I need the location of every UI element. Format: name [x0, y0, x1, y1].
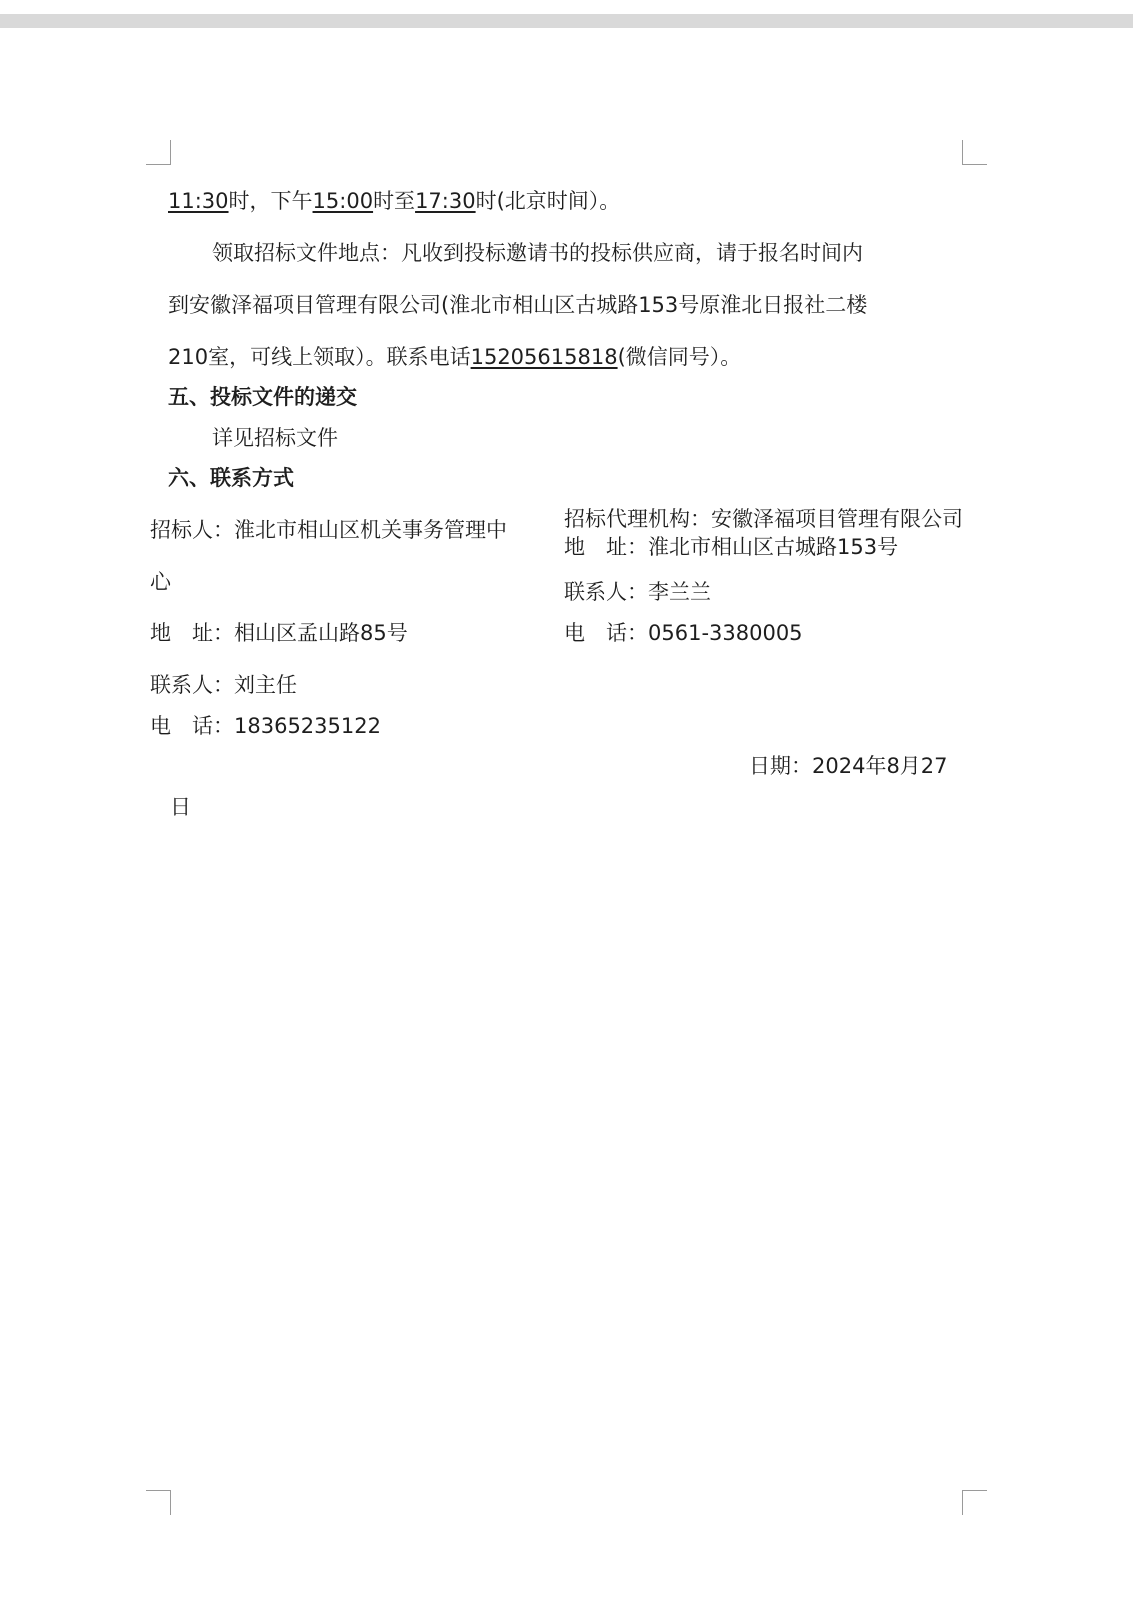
contact-phone: 15205615818 — [470, 345, 618, 369]
tenderer-phone: 电 话：18365235122 — [150, 714, 381, 738]
agency-contact: 联系人：李兰兰 — [564, 580, 711, 604]
location-line-3-tail: (微信同号）。 — [617, 345, 742, 369]
agency-address: 地 址：淮北市相山区古城路153号 — [564, 535, 899, 559]
page-corner-mark-bottom-right — [962, 1490, 987, 1515]
location-line-1: 领取招标文件地点：凡收到投标邀请书的投标供应商，请于报名时间内 — [212, 241, 863, 265]
time-start: 11:30 — [168, 189, 229, 213]
tenderer-name-line1: 招标人：淮北市相山区机关事务管理中 — [150, 518, 507, 542]
page-corner-mark-top-right — [962, 140, 987, 165]
page-corner-mark-bottom-left — [146, 1490, 171, 1515]
location-line-3 — [168, 342, 741, 372]
date-line1: 日期：2024年8月27 — [749, 754, 948, 778]
tenderer-address: 地 址：相山区孟山路85号 — [150, 621, 408, 645]
section5-body: 详见招标文件 — [212, 426, 338, 450]
time-afternoon-end: 17:30 — [415, 189, 476, 213]
section5-heading: 五、投标文件的递交 — [168, 385, 357, 409]
time-afternoon-start: 15:00 — [312, 189, 374, 213]
section6-heading: 六、联系方式 — [168, 466, 294, 490]
time-line — [168, 186, 620, 216]
time-text-2: 时至 — [373, 189, 416, 213]
top-scrollbar — [0, 14, 1133, 28]
tenderer-name-line2: 心 — [150, 570, 171, 594]
time-text-3: 时(北京时间）。 — [475, 189, 621, 213]
location-line-3-text: 210室，可线上领取）。联系电话 — [168, 345, 471, 369]
tenderer-contact: 联系人：刘主任 — [150, 673, 297, 697]
date-line2: 日 — [170, 795, 191, 819]
time-text-1: 时，下午 — [228, 189, 313, 213]
page-corner-mark-top-left — [146, 140, 171, 165]
agency-name: 招标代理机构：安徽泽福项目管理有限公司 — [564, 507, 963, 531]
location-line-2: 到安徽泽福项目管理有限公司(淮北市相山区古城路153号原淮北日报社二楼 — [168, 293, 868, 317]
agency-phone: 电 话：0561-3380005 — [564, 621, 803, 645]
